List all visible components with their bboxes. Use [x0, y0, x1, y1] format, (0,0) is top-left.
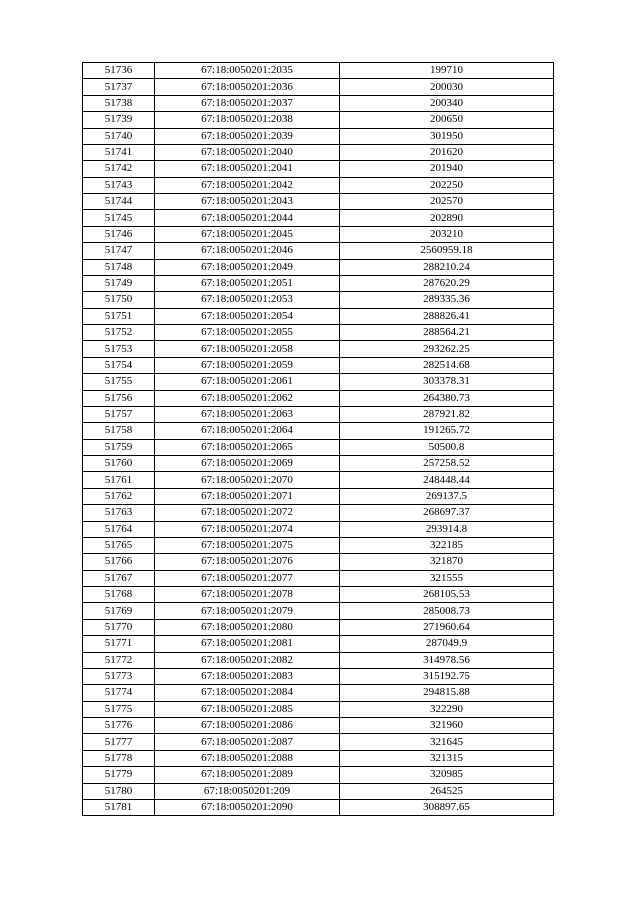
- table-row: [83, 554, 554, 570]
- value-cell: 294815.88: [340, 685, 554, 701]
- value-cell: 321645: [340, 734, 554, 750]
- cadastral-number-cell: 67:18:0050201:2042: [155, 177, 340, 193]
- table-row: [83, 439, 554, 455]
- table-row: [83, 243, 554, 259]
- value-cell: 320985: [340, 767, 554, 783]
- cadastral-number-cell: 67:18:0050201:2038: [155, 112, 340, 128]
- cadastral-number-cell: 67:18:0050201:2065: [155, 439, 340, 455]
- value-cell: 268697.37: [340, 505, 554, 521]
- cadastral-number-cell: 67:18:0050201:2063: [155, 406, 340, 422]
- value-cell: 321315: [340, 750, 554, 766]
- cadastral-number-cell: 67:18:0050201:2062: [155, 390, 340, 406]
- table-row: [83, 505, 554, 521]
- cadastral-number-cell: 67:18:0050201:2041: [155, 161, 340, 177]
- value-cell: 201940: [340, 161, 554, 177]
- value-cell: 2560959.18: [340, 243, 554, 259]
- row-number-cell: 51752: [83, 325, 155, 341]
- table-row: [83, 521, 554, 537]
- table-row: [83, 685, 554, 701]
- cadastral-number-cell: 67:18:0050201:2045: [155, 226, 340, 242]
- cadastral-number-cell: 67:18:0050201:2084: [155, 685, 340, 701]
- value-cell: 321555: [340, 570, 554, 586]
- table-row: [83, 619, 554, 635]
- table-row: [83, 734, 554, 750]
- table-row: [83, 718, 554, 734]
- table-row: [83, 308, 554, 324]
- cadastral-number-cell: 67:18:0050201:2082: [155, 652, 340, 668]
- cadastral-number-cell: 67:18:0050201:2079: [155, 603, 340, 619]
- value-cell: 288564.21: [340, 325, 554, 341]
- table-row: [83, 292, 554, 308]
- table-row: [83, 406, 554, 422]
- value-cell: 257258.52: [340, 456, 554, 472]
- value-cell: 315192.75: [340, 668, 554, 684]
- value-cell: 322185: [340, 537, 554, 553]
- value-cell: 287049.9: [340, 636, 554, 652]
- row-number-cell: 51756: [83, 390, 155, 406]
- cadastral-number-cell: 67:18:0050201:2088: [155, 750, 340, 766]
- cadastral-number-cell: 67:18:0050201:2090: [155, 799, 340, 815]
- value-cell: 285008.73: [340, 603, 554, 619]
- row-number-cell: 51760: [83, 456, 155, 472]
- row-number-cell: 51751: [83, 308, 155, 324]
- value-cell: 200030: [340, 79, 554, 95]
- value-cell: 308897.65: [340, 799, 554, 815]
- cadastral-number-cell: 67:18:0050201:2086: [155, 718, 340, 734]
- table-row: [83, 390, 554, 406]
- value-cell: 50500.8: [340, 439, 554, 455]
- value-cell: 293262.25: [340, 341, 554, 357]
- row-number-cell: 51746: [83, 226, 155, 242]
- table-row: [83, 537, 554, 553]
- row-number-cell: 51739: [83, 112, 155, 128]
- row-number-cell: 51753: [83, 341, 155, 357]
- table-row: [83, 112, 554, 128]
- value-cell: 268105.53: [340, 587, 554, 603]
- cadastral-number-cell: 67:18:0050201:2078: [155, 587, 340, 603]
- cadastral-number-cell: 67:18:0050201:2087: [155, 734, 340, 750]
- cadastral-number-cell: 67:18:0050201:2039: [155, 128, 340, 144]
- cadastral-number-cell: 67:18:0050201:2043: [155, 194, 340, 210]
- row-number-cell: 51767: [83, 570, 155, 586]
- value-cell: 269137.5: [340, 488, 554, 504]
- cadastral-number-cell: 67:18:0050201:2051: [155, 275, 340, 291]
- row-number-cell: 51755: [83, 374, 155, 390]
- value-cell: 288826.41: [340, 308, 554, 324]
- cadastral-number-cell: 67:18:0050201:2061: [155, 374, 340, 390]
- table-row: [83, 783, 554, 799]
- value-cell: 293914.8: [340, 521, 554, 537]
- value-cell: 288210.24: [340, 259, 554, 275]
- table-row: [83, 210, 554, 226]
- table-row: [83, 226, 554, 242]
- row-number-cell: 51738: [83, 95, 155, 111]
- row-number-cell: 51772: [83, 652, 155, 668]
- value-cell: 200340: [340, 95, 554, 111]
- table-row: [83, 570, 554, 586]
- row-number-cell: 51743: [83, 177, 155, 193]
- cadastral-number-cell: 67:18:0050201:2069: [155, 456, 340, 472]
- row-number-cell: 51741: [83, 144, 155, 160]
- table-row: [83, 275, 554, 291]
- row-number-cell: 51781: [83, 799, 155, 815]
- value-cell: 200650: [340, 112, 554, 128]
- value-cell: 264525: [340, 783, 554, 799]
- cadastral-number-cell: 67:18:0050201:2044: [155, 210, 340, 226]
- value-cell: 202570: [340, 194, 554, 210]
- row-number-cell: 51769: [83, 603, 155, 619]
- row-number-cell: 51745: [83, 210, 155, 226]
- cadastral-number-cell: 67:18:0050201:2070: [155, 472, 340, 488]
- row-number-cell: 51750: [83, 292, 155, 308]
- cadastral-number-cell: 67:18:0050201:2081: [155, 636, 340, 652]
- cadastral-value-table: [82, 62, 554, 816]
- table-row: [83, 161, 554, 177]
- row-number-cell: 51762: [83, 488, 155, 504]
- row-number-cell: 51747: [83, 243, 155, 259]
- row-number-cell: 51737: [83, 79, 155, 95]
- table-row: [83, 341, 554, 357]
- row-number-cell: 51744: [83, 194, 155, 210]
- row-number-cell: 51779: [83, 767, 155, 783]
- cadastral-number-cell: 67:18:0050201:2089: [155, 767, 340, 783]
- row-number-cell: 51775: [83, 701, 155, 717]
- cadastral-number-cell: 67:18:0050201:2075: [155, 537, 340, 553]
- table-row: [83, 799, 554, 815]
- table-row: [83, 423, 554, 439]
- cadastral-number-cell: 67:18:0050201:2040: [155, 144, 340, 160]
- cadastral-number-cell: 67:18:0050201:2072: [155, 505, 340, 521]
- row-number-cell: 51758: [83, 423, 155, 439]
- value-cell: 202890: [340, 210, 554, 226]
- table-row: [83, 259, 554, 275]
- table-row: [83, 194, 554, 210]
- table-row: [83, 472, 554, 488]
- table-row: [83, 652, 554, 668]
- table-row: [83, 456, 554, 472]
- cadastral-number-cell: 67:18:0050201:2071: [155, 488, 340, 504]
- cadastral-number-cell: 67:18:0050201:2083: [155, 668, 340, 684]
- value-cell: 321870: [340, 554, 554, 570]
- row-number-cell: 51765: [83, 537, 155, 553]
- value-cell: 289335.36: [340, 292, 554, 308]
- table-row: [83, 79, 554, 95]
- table-row: [83, 587, 554, 603]
- table-row: [83, 144, 554, 160]
- cadastral-number-cell: 67:18:0050201:2054: [155, 308, 340, 324]
- value-cell: 322290: [340, 701, 554, 717]
- table-row: [83, 95, 554, 111]
- row-number-cell: 51749: [83, 275, 155, 291]
- row-number-cell: 51780: [83, 783, 155, 799]
- value-cell: 287921.82: [340, 406, 554, 422]
- table-row: [83, 128, 554, 144]
- cadastral-number-cell: 67:18:0050201:2058: [155, 341, 340, 357]
- value-cell: 282514.68: [340, 357, 554, 373]
- cadastral-number-cell: 67:18:0050201:2046: [155, 243, 340, 259]
- row-number-cell: 51766: [83, 554, 155, 570]
- value-cell: 203210: [340, 226, 554, 242]
- cadastral-number-cell: 67:18:0050201:2076: [155, 554, 340, 570]
- row-number-cell: 51773: [83, 668, 155, 684]
- value-cell: 271960.64: [340, 619, 554, 635]
- cadastral-number-cell: 67:18:0050201:2085: [155, 701, 340, 717]
- value-cell: 321960: [340, 718, 554, 734]
- row-number-cell: 51763: [83, 505, 155, 521]
- cadastral-number-cell: 67:18:0050201:2074: [155, 521, 340, 537]
- table-row: [83, 603, 554, 619]
- cadastral-number-cell: 67:18:0050201:2035: [155, 63, 340, 79]
- table-row: [83, 701, 554, 717]
- value-cell: 191265.72: [340, 423, 554, 439]
- table-body: [83, 63, 554, 816]
- cadastral-number-cell: 67:18:0050201:2064: [155, 423, 340, 439]
- row-number-cell: 51771: [83, 636, 155, 652]
- row-number-cell: 51754: [83, 357, 155, 373]
- cadastral-number-cell: 67:18:0050201:2059: [155, 357, 340, 373]
- row-number-cell: 51761: [83, 472, 155, 488]
- cadastral-number-cell: 67:18:0050201:2055: [155, 325, 340, 341]
- cadastral-number-cell: 67:18:0050201:2036: [155, 79, 340, 95]
- row-number-cell: 51776: [83, 718, 155, 734]
- table-row: [83, 325, 554, 341]
- table-row: [83, 63, 554, 79]
- value-cell: 248448.44: [340, 472, 554, 488]
- cadastral-number-cell: 67:18:0050201:2080: [155, 619, 340, 635]
- row-number-cell: 51759: [83, 439, 155, 455]
- row-number-cell: 51770: [83, 619, 155, 635]
- row-number-cell: 51774: [83, 685, 155, 701]
- row-number-cell: 51777: [83, 734, 155, 750]
- cadastral-number-cell: 67:18:0050201:209: [155, 783, 340, 799]
- table-row: [83, 750, 554, 766]
- value-cell: 301950: [340, 128, 554, 144]
- row-number-cell: 51736: [83, 63, 155, 79]
- row-number-cell: 51742: [83, 161, 155, 177]
- cadastral-number-cell: 67:18:0050201:2077: [155, 570, 340, 586]
- row-number-cell: 51768: [83, 587, 155, 603]
- cadastral-number-cell: 67:18:0050201:2053: [155, 292, 340, 308]
- table-row: [83, 767, 554, 783]
- value-cell: 287620.29: [340, 275, 554, 291]
- row-number-cell: 51764: [83, 521, 155, 537]
- row-number-cell: 51757: [83, 406, 155, 422]
- table-row: [83, 636, 554, 652]
- table-row: [83, 668, 554, 684]
- value-cell: 202250: [340, 177, 554, 193]
- value-cell: 199710: [340, 63, 554, 79]
- table-row: [83, 177, 554, 193]
- value-cell: 201620: [340, 144, 554, 160]
- table-row: [83, 357, 554, 373]
- value-cell: 303378.31: [340, 374, 554, 390]
- value-cell: 264380.73: [340, 390, 554, 406]
- row-number-cell: 51778: [83, 750, 155, 766]
- cadastral-number-cell: 67:18:0050201:2037: [155, 95, 340, 111]
- row-number-cell: 51748: [83, 259, 155, 275]
- cadastral-number-cell: 67:18:0050201:2049: [155, 259, 340, 275]
- row-number-cell: 51740: [83, 128, 155, 144]
- table-row: [83, 374, 554, 390]
- value-cell: 314978.56: [340, 652, 554, 668]
- table-row: [83, 488, 554, 504]
